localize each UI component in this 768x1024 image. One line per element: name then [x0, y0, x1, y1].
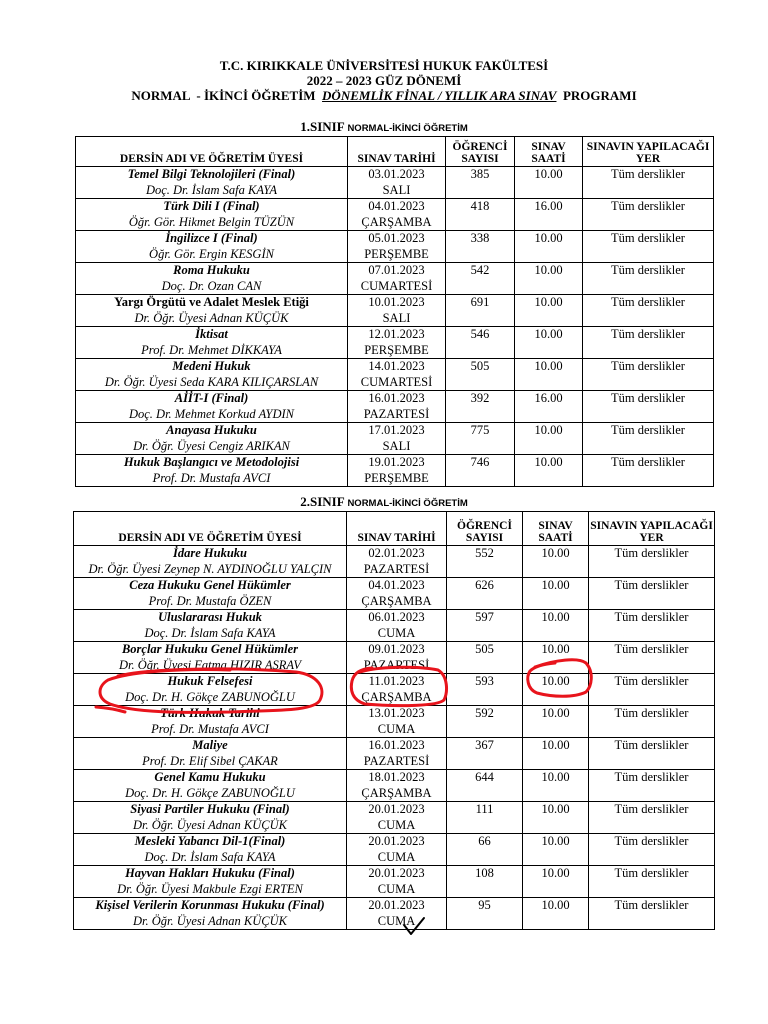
course-name: Yargı Örgütü ve Adalet Meslek Etiği — [114, 295, 309, 309]
date-cell — [347, 866, 447, 898]
table-row — [74, 770, 715, 802]
course-name: Hukuk Felsefesi — [167, 674, 253, 688]
course-name: Mesleki Yabancı Dil-1(Final) — [134, 834, 286, 848]
course-name: Kişisel Verilerin Korunması Hukuku (Final) — [95, 898, 325, 912]
table-row — [74, 642, 715, 674]
col-header-count — [447, 512, 523, 546]
col-header-place — [589, 512, 715, 546]
exam-day: CUMARTESİ — [360, 278, 433, 293]
exam-time: 10.00 — [523, 802, 589, 834]
table-row — [74, 610, 715, 642]
header-program-highlight: DÖNEMLİK FİNAL / YILLIK ARA SINAV — [322, 88, 557, 103]
course-cell — [76, 455, 348, 487]
student-count: 505 — [446, 359, 515, 391]
course-teacher: Doç. Dr. Mehmet Korkud AYDIN — [128, 406, 295, 421]
exam-date: 05.01.2023 — [368, 231, 425, 245]
course-cell — [74, 738, 347, 770]
exam-day: SALI — [382, 182, 411, 197]
col-header-course: DERSİN ADI VE ÖĞRETİM ÜYESİ — [76, 137, 348, 167]
date-cell — [348, 263, 446, 295]
course-teacher: Doç. Dr. İslam Safa KAYA — [144, 625, 276, 640]
col-header-count — [446, 137, 515, 167]
exam-place: Tüm derslikler — [583, 327, 714, 359]
schedule-body-2 — [74, 546, 715, 930]
exam-place: Tüm derslikler — [589, 738, 715, 770]
course-name: Türk Dili I (Final) — [163, 199, 260, 213]
student-count: 542 — [446, 263, 515, 295]
course-name: Uluslararası Hukuk — [158, 610, 262, 624]
exam-date: 13.01.2023 — [368, 706, 425, 720]
exam-date: 18.01.2023 — [368, 770, 425, 784]
course-cell — [76, 423, 348, 455]
schedule-body-1 — [76, 167, 714, 487]
col-header-time — [523, 512, 589, 546]
exam-day: ÇARŞAMBA — [361, 214, 432, 229]
schedule-table-2 — [73, 511, 715, 930]
table-row — [76, 295, 714, 327]
exam-date: 03.01.2023 — [368, 167, 425, 181]
student-count: 552 — [447, 546, 523, 578]
exam-day: PERŞEMBE — [364, 342, 429, 357]
student-count: 775 — [446, 423, 515, 455]
col-header-date — [348, 137, 446, 167]
header-program — [0, 88, 768, 103]
exam-day: CUMA — [377, 881, 416, 896]
course-cell — [76, 263, 348, 295]
exam-place: Tüm derslikler — [583, 455, 714, 487]
student-count: 418 — [446, 199, 515, 231]
exam-date: 04.01.2023 — [368, 199, 425, 213]
section-title-sub: NORMAL-İKİNCİ ÖĞRETİM — [347, 123, 468, 134]
course-teacher: Dr. Öğr. Üyesi Makbule Ezgi ERTEN — [117, 881, 303, 896]
exam-place: Tüm derslikler — [589, 706, 715, 738]
exam-day: SALI — [382, 310, 411, 325]
exam-day: CUMA — [377, 625, 416, 640]
section-title-sub: NORMAL-İKİNCİ ÖĞRETİM — [347, 498, 468, 509]
table-row — [74, 834, 715, 866]
course-cell — [74, 802, 347, 834]
table-row — [76, 263, 714, 295]
table-row — [74, 706, 715, 738]
course-cell — [76, 167, 348, 199]
student-count: 626 — [447, 578, 523, 610]
exam-place: Tüm derslikler — [589, 674, 715, 706]
col-header-count-text: ÖĞRENCİ SAYISI — [452, 141, 508, 165]
course-name: Medeni Hukuk — [172, 359, 251, 373]
exam-place: Tüm derslikler — [583, 231, 714, 263]
exam-date: 16.01.2023 — [368, 391, 425, 405]
course-name: Borçlar Hukuku Genel Hükümler — [121, 642, 299, 656]
exam-time: 10.00 — [523, 610, 589, 642]
course-name: Anayasa Hukuku — [166, 423, 257, 437]
table-row — [74, 866, 715, 898]
course-name: Temel Bilgi Teknolojileri (Final) — [127, 167, 296, 181]
exam-time: 10.00 — [523, 898, 589, 930]
exam-place: Tüm derslikler — [589, 546, 715, 578]
exam-day: PERŞEMBE — [364, 246, 429, 261]
exam-day: PERŞEMBE — [364, 470, 429, 485]
student-count: 691 — [446, 295, 515, 327]
col-header-date — [347, 512, 447, 546]
course-teacher: Dr. Öğr. Üyesi Zeynep N. AYDINOĞLU YALÇIN — [88, 561, 332, 576]
exam-day: PAZARTESİ — [363, 561, 430, 576]
course-teacher: Doç. Dr. İslam Safa KAYA — [145, 182, 278, 197]
course-teacher: Dr. Öğr. Üyesi Adnan KÜÇÜK — [134, 310, 289, 325]
date-cell — [348, 423, 446, 455]
date-cell — [348, 327, 446, 359]
exam-time: 10.00 — [523, 674, 589, 706]
col-header-place-text: SINAVIN YAPILACAĞI YER — [590, 520, 713, 544]
course-teacher: Öğr. Gör. Hikmet Belgin TÜZÜN — [128, 214, 295, 229]
table-row — [74, 738, 715, 770]
exam-day: PAZARTESİ — [363, 406, 430, 421]
table-row — [76, 423, 714, 455]
exam-day: ÇARŞAMBA — [361, 785, 432, 800]
table-row — [74, 546, 715, 578]
course-cell — [74, 546, 347, 578]
date-cell — [348, 455, 446, 487]
header-university: T.C. KIRIKKALE ÜNİVERSİTESİ HUKUK FAKÜLTESİ — [219, 58, 549, 73]
course-teacher: Prof. Dr. Mustafa AVCI — [151, 721, 269, 736]
table-row — [76, 455, 714, 487]
exam-time: 10.00 — [523, 546, 589, 578]
exam-place: Tüm derslikler — [583, 391, 714, 423]
table-row — [76, 167, 714, 199]
exam-place: Tüm derslikler — [589, 866, 715, 898]
exam-date: 20.01.2023 — [368, 866, 425, 880]
table-row — [76, 199, 714, 231]
date-cell — [347, 578, 447, 610]
exam-date: 02.01.2023 — [368, 546, 425, 560]
exam-time: 10.00 — [515, 295, 583, 327]
date-cell — [348, 391, 446, 423]
date-cell — [347, 674, 447, 706]
table-row — [76, 359, 714, 391]
exam-time: 10.00 — [515, 231, 583, 263]
date-cell — [347, 898, 447, 930]
course-teacher: Dr. Öğr. Üyesi Adnan KÜÇÜK — [133, 817, 287, 832]
exam-date: 20.01.2023 — [368, 898, 425, 912]
exam-date: 11.01.2023 — [368, 674, 425, 688]
section-title-main: 1.SINIF — [300, 119, 348, 134]
document-header — [0, 58, 768, 103]
date-cell — [347, 834, 447, 866]
section-title-1 — [0, 119, 768, 135]
header-program-prefix: NORMAL - İKİNCİ ÖĞRETİM — [131, 88, 323, 103]
course-name: İktisat — [195, 327, 228, 341]
course-name: Siyasi Partiler Hukuku (Final) — [130, 802, 290, 816]
course-cell — [76, 199, 348, 231]
exam-place: Tüm derslikler — [583, 423, 714, 455]
course-teacher: Doç. Dr. H. Gökçe ZABUNOĞLU — [125, 689, 295, 704]
table-row — [74, 898, 715, 930]
exam-date: 09.01.2023 — [368, 642, 425, 656]
student-count: 593 — [447, 674, 523, 706]
course-cell — [74, 642, 347, 674]
student-count: 367 — [447, 738, 523, 770]
col-header-count-text: ÖĞRENCİ SAYISI — [457, 520, 512, 544]
course-teacher: Öğr. Gör. Ergin KESGİN — [149, 246, 274, 261]
exam-date: 06.01.2023 — [368, 610, 425, 624]
student-count: 111 — [447, 802, 523, 834]
course-name: AİİT-I (Final) — [174, 391, 249, 405]
col-header-date-text: SINAV TARİHİ — [357, 153, 436, 165]
exam-time: 10.00 — [523, 866, 589, 898]
exam-time: 10.00 — [515, 263, 583, 295]
exam-date: 07.01.2023 — [368, 263, 425, 277]
col-header-course: DERSİN ADI VE ÖĞRETİM ÜYESİ — [74, 512, 347, 546]
course-name: Roma Hukuku — [173, 263, 250, 277]
table-row — [76, 391, 714, 423]
student-count: 385 — [446, 167, 515, 199]
exam-date: 04.01.2023 — [368, 578, 425, 592]
exam-place: Tüm derslikler — [583, 167, 714, 199]
course-name: Hayvan Hakları Hukuku (Final) — [125, 866, 295, 880]
col-header-time — [515, 137, 583, 167]
student-count: 66 — [447, 834, 523, 866]
course-teacher: Prof. Dr. Mustafa ÖZEN — [148, 593, 272, 608]
exam-time: 10.00 — [515, 359, 583, 391]
exam-day: SALI — [382, 438, 411, 453]
exam-day: ÇARŞAMBA — [361, 593, 432, 608]
section-title-2 — [0, 494, 768, 510]
course-teacher: Doç. Dr. İslam Safa KAYA — [144, 849, 276, 864]
student-count: 644 — [447, 770, 523, 802]
student-count: 95 — [447, 898, 523, 930]
exam-day: PAZARTESİ — [363, 657, 430, 672]
date-cell — [347, 706, 447, 738]
col-header-time-text: SINAV SAATİ — [538, 520, 573, 544]
exam-place: Tüm derslikler — [589, 642, 715, 674]
course-cell — [74, 866, 347, 898]
course-teacher: Dr. Öğr. Üyesi Seda KARA KILIÇARSLAN — [104, 374, 319, 389]
course-cell — [76, 391, 348, 423]
student-count: 108 — [447, 866, 523, 898]
exam-time: 10.00 — [523, 834, 589, 866]
course-cell — [76, 359, 348, 391]
course-teacher: Dr. Öğr. Üyesi Adnan KÜÇÜK — [133, 913, 287, 928]
exam-time: 10.00 — [523, 706, 589, 738]
table-row — [74, 802, 715, 834]
exam-date: 20.01.2023 — [368, 834, 425, 848]
date-cell — [348, 167, 446, 199]
date-cell — [347, 610, 447, 642]
exam-day: CUMA — [377, 913, 416, 928]
student-count: 546 — [446, 327, 515, 359]
exam-date: 20.01.2023 — [368, 802, 425, 816]
exam-day: PAZARTESİ — [363, 753, 430, 768]
date-cell — [348, 295, 446, 327]
col-header-place — [583, 137, 714, 167]
course-teacher: Prof. Dr. Mustafa AVCI — [152, 470, 271, 485]
course-teacher: Doç. Dr. Ozan CAN — [161, 278, 262, 293]
course-cell — [74, 706, 347, 738]
student-count: 505 — [447, 642, 523, 674]
course-teacher: Prof. Dr. Mehmet DİKKAYA — [141, 342, 282, 357]
col-header-time-text: SINAV SAATİ — [531, 141, 566, 165]
exam-place: Tüm derslikler — [589, 802, 715, 834]
exam-place: Tüm derslikler — [583, 263, 714, 295]
exam-time: 10.00 — [523, 578, 589, 610]
exam-time: 10.00 — [523, 738, 589, 770]
date-cell — [347, 642, 447, 674]
course-cell — [76, 295, 348, 327]
exam-time: 10.00 — [515, 327, 583, 359]
date-cell — [347, 802, 447, 834]
exam-place: Tüm derslikler — [589, 578, 715, 610]
col-header-date-text: SINAV TARİHİ — [357, 532, 436, 544]
header-program-suffix: PROGRAMI — [556, 88, 637, 103]
course-cell — [74, 770, 347, 802]
exam-time: 16.00 — [515, 199, 583, 231]
course-name: İdare Hukuku — [173, 546, 247, 560]
exam-date: 17.01.2023 — [368, 423, 425, 437]
course-name: Türk Hukuk Tarihi — [160, 706, 260, 720]
section-title-main: 2.SINIF — [300, 494, 348, 509]
course-cell — [74, 578, 347, 610]
course-name: Genel Kamu Hukuku — [154, 770, 266, 784]
student-count: 392 — [446, 391, 515, 423]
table-row — [76, 327, 714, 359]
col-header-place-text: SINAVIN YAPILACAĞI YER — [586, 141, 710, 165]
course-cell — [74, 898, 347, 930]
exam-date: 12.01.2023 — [368, 327, 425, 341]
exam-day: CUMARTESİ — [360, 374, 433, 389]
table-row — [74, 674, 715, 706]
exam-date: 16.01.2023 — [368, 738, 425, 752]
course-teacher: Prof. Dr. Elif Sibel ÇAKAR — [142, 753, 278, 768]
date-cell — [348, 199, 446, 231]
student-count: 592 — [447, 706, 523, 738]
exam-place: Tüm derslikler — [589, 898, 715, 930]
course-cell — [74, 834, 347, 866]
exam-day: ÇARŞAMBA — [361, 689, 432, 704]
exam-place: Tüm derslikler — [583, 199, 714, 231]
date-cell — [348, 359, 446, 391]
exam-time: 10.00 — [523, 770, 589, 802]
course-name: Maliye — [192, 738, 228, 752]
date-cell — [347, 770, 447, 802]
exam-date: 19.01.2023 — [368, 455, 425, 469]
schedule-table-1 — [75, 136, 714, 487]
exam-date: 10.01.2023 — [368, 295, 425, 309]
exam-place: Tüm derslikler — [589, 834, 715, 866]
student-count: 338 — [446, 231, 515, 263]
exam-day: CUMA — [377, 721, 416, 736]
course-name: İngilizce I (Final) — [165, 231, 258, 245]
course-cell — [76, 327, 348, 359]
exam-day: CUMA — [377, 849, 416, 864]
date-cell — [347, 738, 447, 770]
exam-time: 10.00 — [515, 423, 583, 455]
exam-date: 14.01.2023 — [368, 359, 425, 373]
exam-time: 10.00 — [515, 167, 583, 199]
date-cell — [347, 546, 447, 578]
course-teacher: Dr. Öğr. Üyesi Cengiz ARIKAN — [133, 438, 290, 453]
course-name: Ceza Hukuku Genel Hükümler — [129, 578, 291, 592]
exam-time: 10.00 — [523, 642, 589, 674]
exam-time: 10.00 — [515, 455, 583, 487]
course-teacher: Dr. Öğr. Üyesi Fatma HIZIR AŞRAV — [118, 657, 302, 672]
exam-place: Tüm derslikler — [583, 359, 714, 391]
table-row — [76, 231, 714, 263]
header-term: 2022 – 2023 GÜZ DÖNEMİ — [306, 73, 462, 88]
exam-place: Tüm derslikler — [583, 295, 714, 327]
exam-place: Tüm derslikler — [589, 610, 715, 642]
course-cell — [76, 231, 348, 263]
exam-time: 16.00 — [515, 391, 583, 423]
course-cell — [74, 674, 347, 706]
course-cell — [74, 610, 347, 642]
student-count: 746 — [446, 455, 515, 487]
student-count: 597 — [447, 610, 523, 642]
date-cell — [348, 231, 446, 263]
course-name: Hukuk Başlangıcı ve Metodolojisi — [123, 455, 300, 469]
course-teacher: Doç. Dr. H. Gökçe ZABUNOĞLU — [125, 785, 295, 800]
exam-day: CUMA — [377, 817, 416, 832]
table-row — [74, 578, 715, 610]
exam-place: Tüm derslikler — [589, 770, 715, 802]
